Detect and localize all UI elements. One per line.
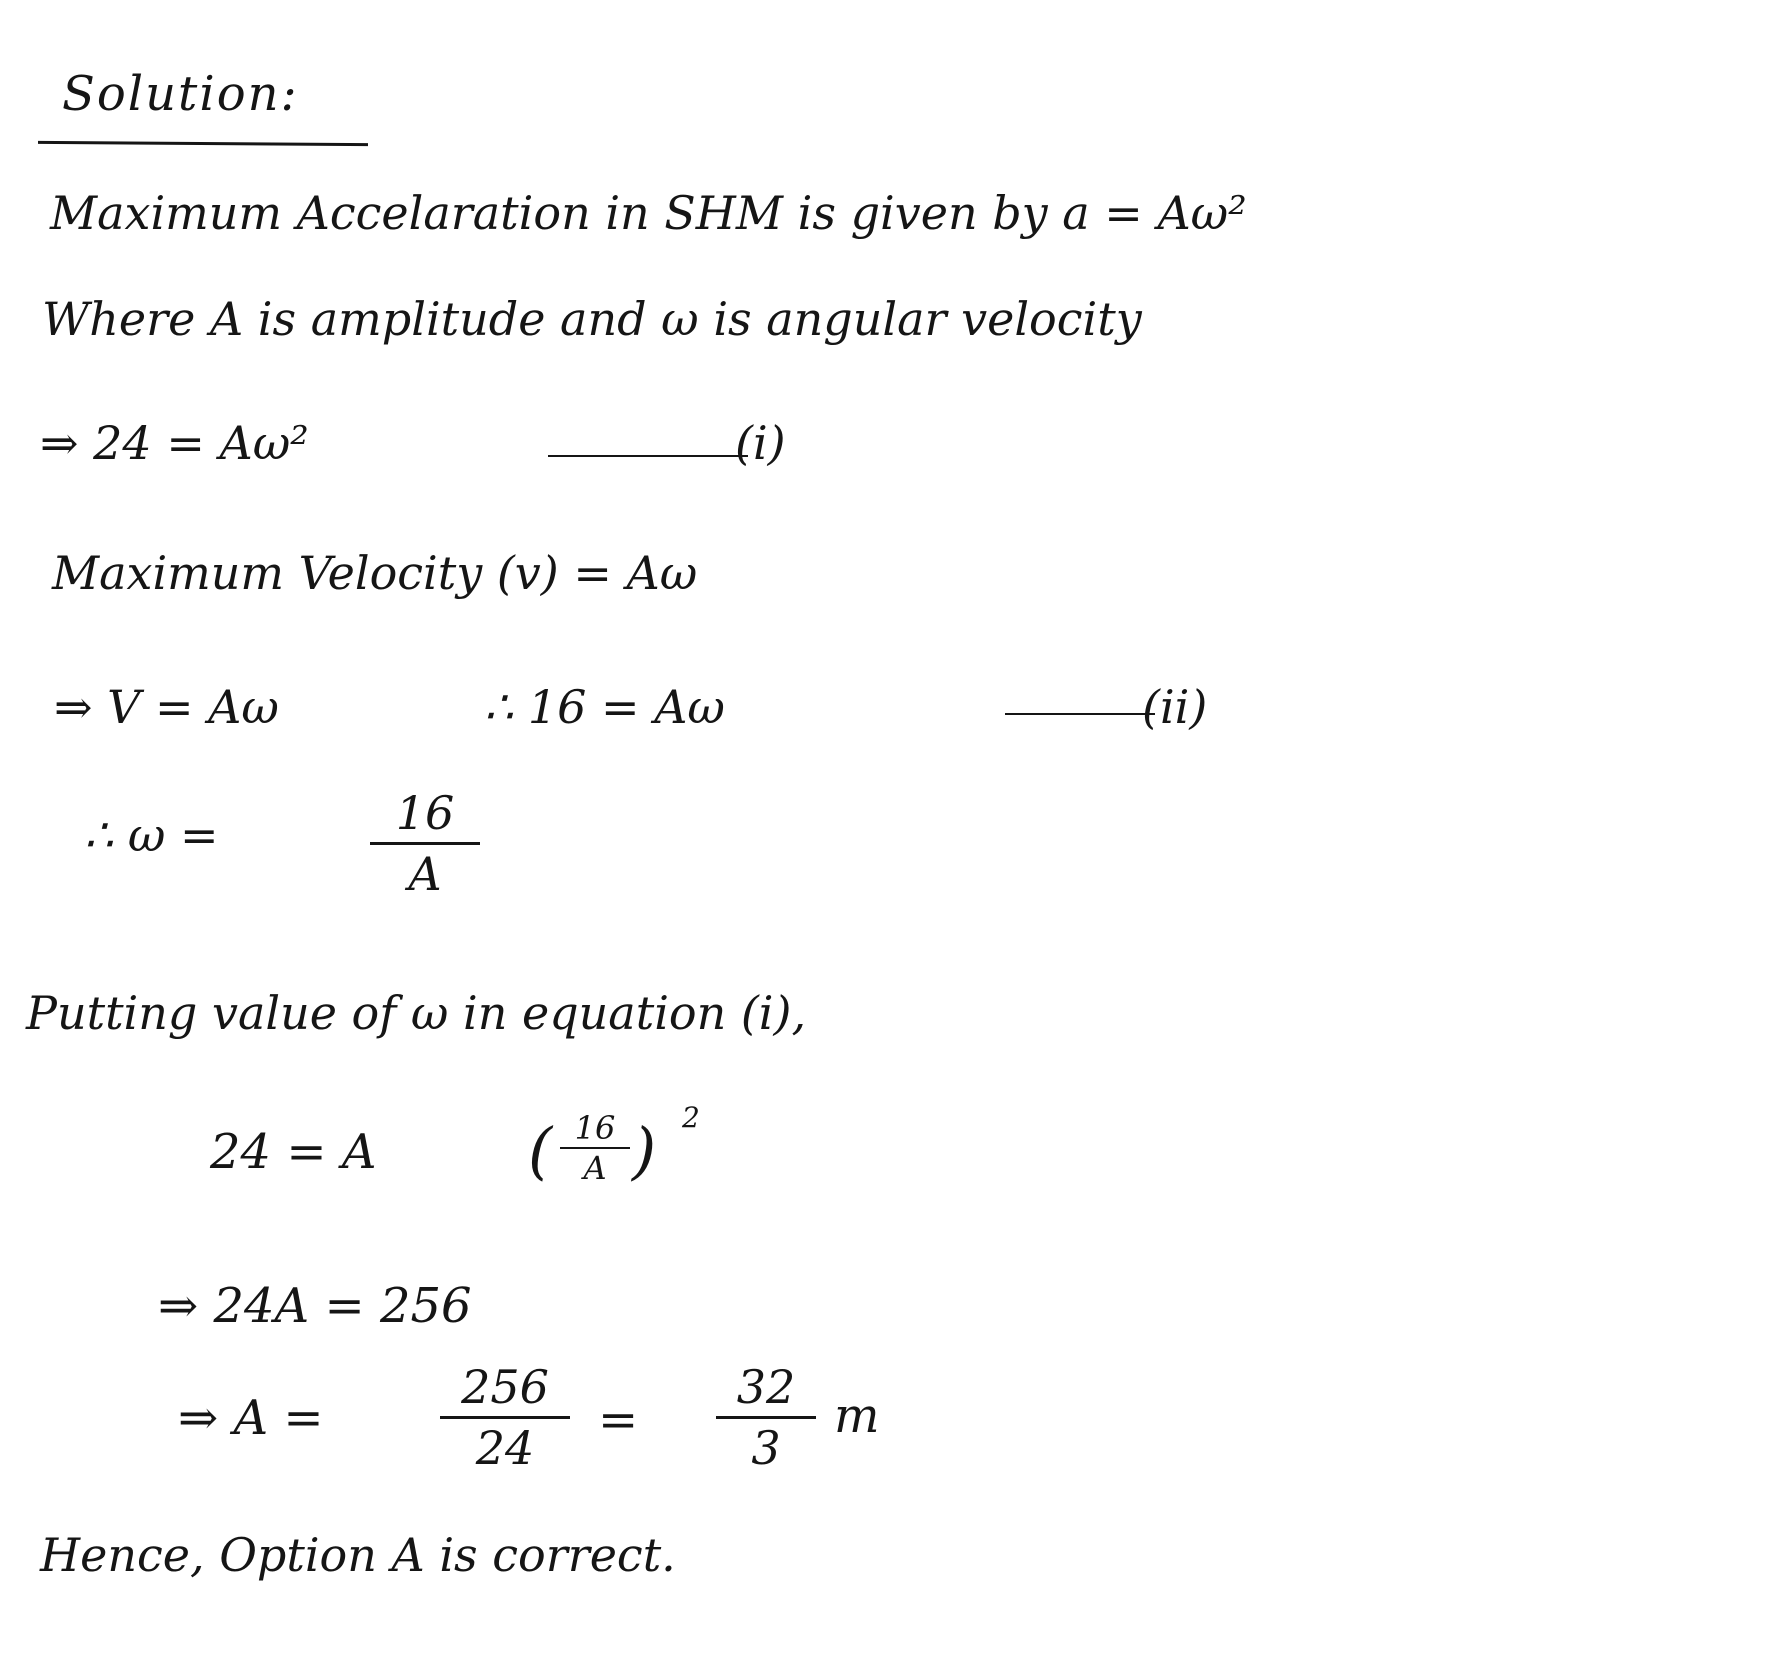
substitution-denominator: A bbox=[583, 1149, 607, 1187]
amplitude-numerator-2: 32 bbox=[736, 1360, 796, 1414]
amplitude-fraction-2 bbox=[716, 1360, 816, 1475]
equation-i: ⇒ 24 = Aω² bbox=[40, 416, 309, 470]
substitution-fraction bbox=[560, 1109, 630, 1187]
amplitude-lhs: ⇒ A = bbox=[178, 1390, 324, 1446]
equation-ii: ∴ 16 = Aω bbox=[484, 680, 725, 734]
substitution-numerator: 16 bbox=[574, 1109, 616, 1147]
open-paren: ( bbox=[528, 1114, 553, 1187]
velocity-equation: ⇒ V = Aω bbox=[54, 680, 279, 734]
solution-title: Solution: bbox=[62, 66, 299, 122]
equals-sign: = bbox=[598, 1392, 639, 1448]
title-underline bbox=[38, 141, 368, 146]
substitution-lhs: 24 = A bbox=[210, 1124, 377, 1180]
fraction-bar bbox=[716, 1416, 816, 1419]
unit-meters: m bbox=[834, 1388, 880, 1444]
amplitude-denominator-2: 3 bbox=[751, 1421, 781, 1475]
omega-fraction bbox=[370, 786, 480, 901]
exponent: 2 bbox=[682, 1101, 700, 1134]
equation-ii-tag: (ii) bbox=[1142, 680, 1208, 734]
amplitude-fraction-1 bbox=[440, 1360, 570, 1475]
omega-expression-lhs: ∴ ω = bbox=[84, 808, 219, 862]
fraction-bar bbox=[370, 842, 480, 845]
close-paren: ) bbox=[632, 1114, 657, 1187]
fraction-bar bbox=[440, 1416, 570, 1419]
omega-numerator: 16 bbox=[395, 786, 455, 840]
where-line: Where A is amplitude and ω is angular velocity bbox=[42, 292, 1142, 346]
equation-ii-leader-line bbox=[1005, 713, 1155, 715]
max-acceleration-line: Maximum Accelaration in SHM is given by a = Aω² bbox=[50, 186, 1247, 240]
amplitude-denominator-1: 24 bbox=[475, 1421, 535, 1475]
equation-i-leader-line bbox=[548, 455, 748, 457]
equation-i-tag: (i) bbox=[735, 416, 786, 470]
step-24a: ⇒ 24A = 256 bbox=[158, 1278, 472, 1334]
putting-value-line: Putting value of ω in equation (i), bbox=[26, 986, 807, 1040]
omega-denominator: A bbox=[408, 847, 442, 901]
conclusion-line: Hence, Option A is correct. bbox=[40, 1528, 676, 1582]
amplitude-numerator-1: 256 bbox=[461, 1360, 549, 1414]
max-velocity-line: Maximum Velocity (v) = Aω bbox=[52, 546, 698, 600]
